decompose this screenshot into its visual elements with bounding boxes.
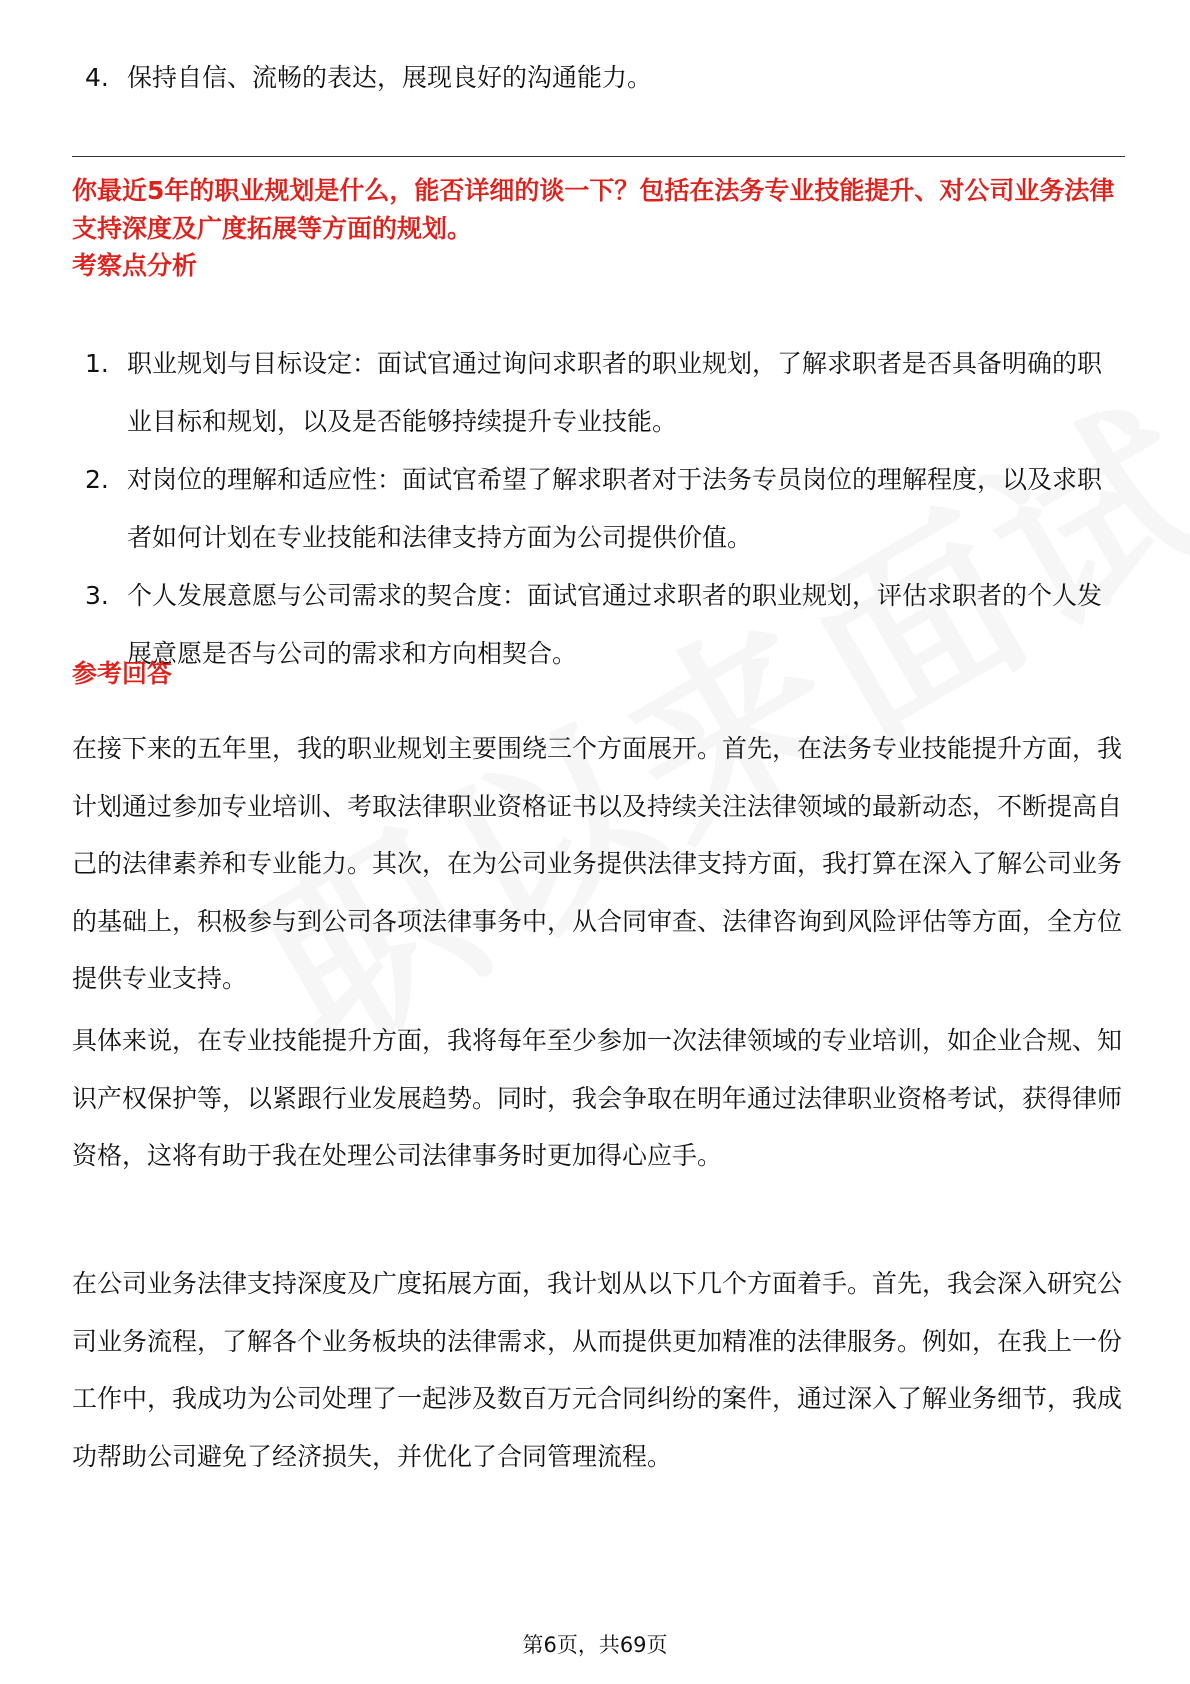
reference-title: 参考回答 <box>72 659 173 688</box>
list-item-number: 3. <box>85 581 109 610</box>
answer-paragraph: 具体来说，在专业技能提升方面，我将每年至少参加一次法律领域的专业培训，如企业合规、知识产权保护等，以紧跟行业发展趋势。同时，我会争取在明年通过法律职业资格考试，获得律师资格，这将有助于我在处理公司法律事务时更加得心应手。 <box>72 1026 1123 1170</box>
section-divider <box>72 156 1125 157</box>
analysis-title: 考察点分析 <box>72 251 198 280</box>
page-number: 第6页，共69页 <box>522 1633 668 1657</box>
list-item-text: 个人发展意愿与公司需求的契合度：面试官通过求职者的职业规划，评估求职者的个人发展意愿是否与公司的需求和方向相契合。 <box>127 581 1103 668</box>
list-item-number: 4. <box>85 63 109 92</box>
list-item <box>85 451 1125 567</box>
list-item <box>85 335 1125 451</box>
list-item-number: 2. <box>85 465 109 494</box>
analysis-list <box>85 335 1125 683</box>
question-heading: 你最近5年的职业规划是什么，能否详细的谈一下？包括在法务专业技能提升、对公司业务法律支持深度及广度拓展等方面的规划。 <box>72 176 1115 243</box>
list-item-text: 保持自信、流畅的表达，展现良好的沟通能力。 <box>127 63 653 92</box>
list-item-text: 职业规划与目标设定：面试官通过询问求职者的职业规划，了解求职者是否具备明确的职业目标和规划，以及是否能够持续提升专业技能。 <box>127 349 1103 436</box>
list-item <box>85 567 1125 683</box>
answer-paragraph: 在公司业务法律支持深度及广度拓展方面，我计划从以下几个方面着手。首先，我会深入研究公司业务流程，了解各个业务板块的法律需求，从而提供更加精准的法律服务。例如，在我上一份工作中，我成功为公司处理了一起涉及数百万元合同纠纷的案件，通过深入了解业务细节，我成功帮助公司避免了经济损失，并优化了合同管理流程。 <box>72 1269 1123 1471</box>
list-item-text: 对岗位的理解和适应性：面试官希望了解求职者对于法务专员岗位的理解程度，以及求职者如何计划在专业技能和法律支持方面为公司提供价值。 <box>127 465 1103 552</box>
answer-paragraph: 在接下来的五年里，我的职业规划主要围绕三个方面展开。首先，在法务专业技能提升方面，我计划通过参加专业培训、考取法律职业资格证书以及持续关注法律领域的最新动态，不断提高自己的法律素养和专业能力。其次，在为公司业务提供法律支持方面，我打算在深入了解公司业务的基础上，积极参与到公司各项法律事务中，从合同审查、法律咨询到风险评估等方面，全方位提供专业支持。 <box>72 734 1123 993</box>
list-item-number: 1. <box>85 349 109 378</box>
list-item <box>85 50 1105 106</box>
